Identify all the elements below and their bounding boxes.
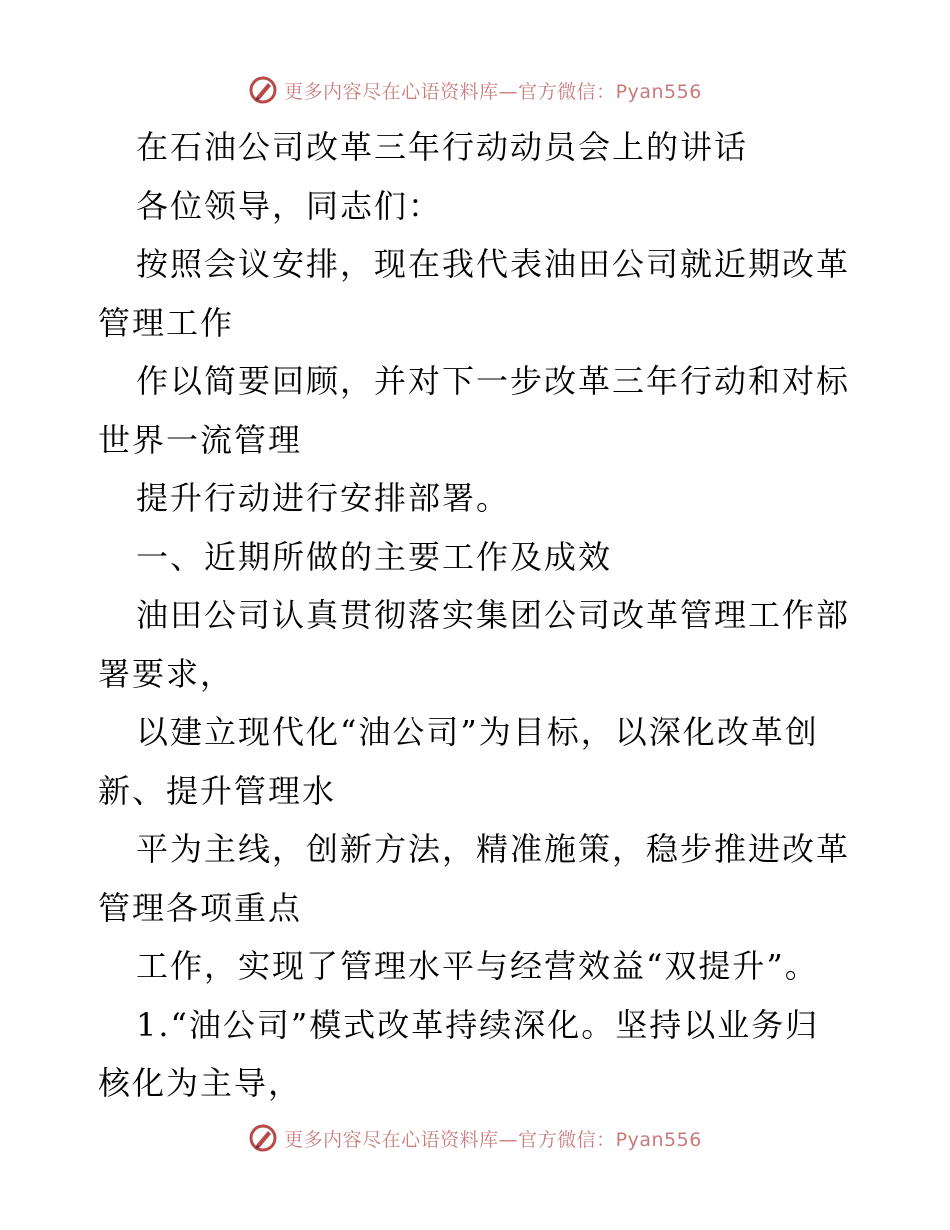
text-line: 新、提升管理水 [98,771,337,810]
text-line: 署要求， [98,654,235,693]
text-line: 作以简要回顾，并对下一步改革三年行动和对标 [136,362,851,400]
text-line: 核化为主导， [98,1064,303,1102]
pen-logo-icon [248,1123,278,1153]
document-body [98,118,858,1113]
text-line: 管理工作 [98,303,235,342]
text-line: 平为主线，创新方法，精准施策，稳步推进改革 [136,830,851,868]
watermark-text: 更多内容尽在心语资料库—官方微信：Pyan556 [284,80,702,103]
text-line: 世界一流管理 [98,420,303,459]
text-line: 按照会议安排，现在我代表油田公司就近期改革 [136,245,851,283]
text-line: 提升行动进行安排部署。 [136,479,511,517]
text-line: 在石油公司改革三年行动动员会上的讲话 [136,128,749,166]
pen-logo-icon [248,75,278,105]
text-line: 以建立现代化“油公司”为目标，以深化改革创 [136,713,819,751]
text-line: 各位领导，同志们： [136,186,443,225]
text-line: 管理各项重点 [98,888,303,927]
watermark-header [0,70,950,110]
text-line: 1.“油公司”模式改革持续深化。坚持以业务归 [136,1005,820,1044]
watermark-text: 更多内容尽在心语资料库—官方微信：Pyan556 [284,1128,702,1151]
text-line: 油田公司认真贯彻落实集团公司改革管理工作部 [136,596,851,634]
text-line: 一、近期所做的主要工作及成效 [136,537,613,576]
text-line: 工作，实现了管理水平与经营效益“双提升”。 [136,947,819,985]
watermark-footer [0,1118,950,1158]
